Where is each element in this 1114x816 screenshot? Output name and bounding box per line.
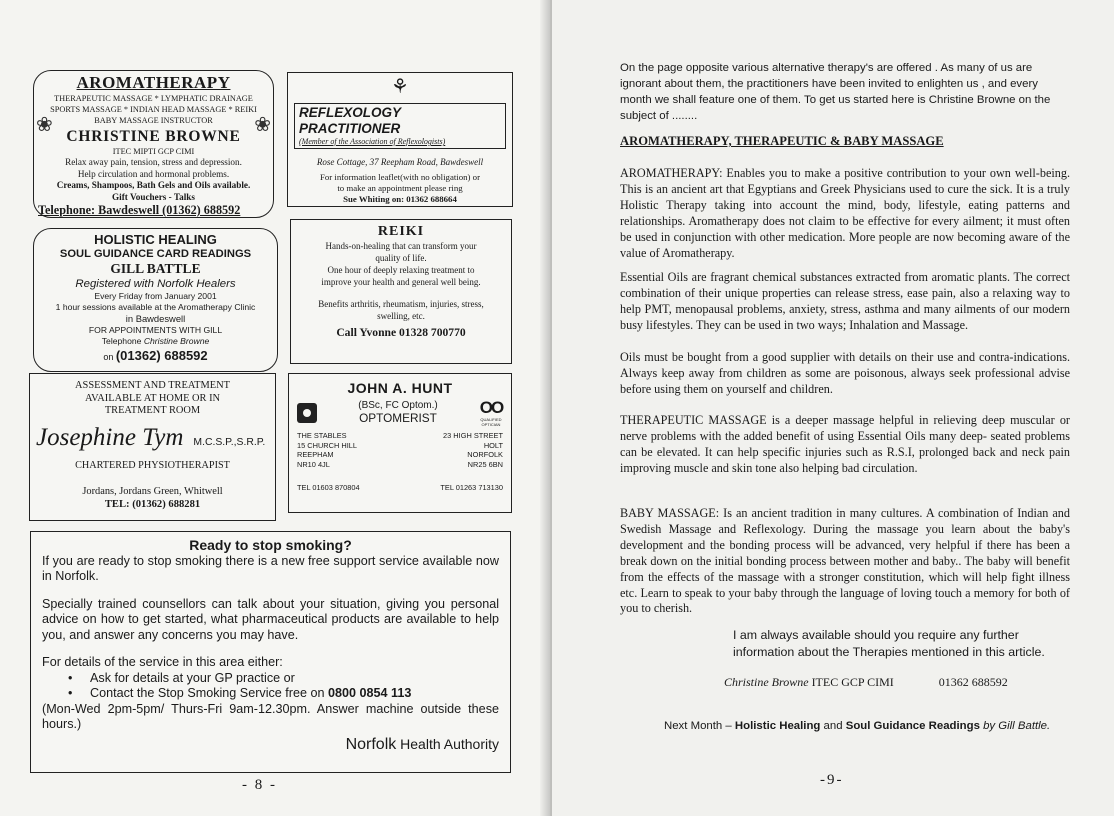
smoking-signature — [42, 737, 499, 753]
optometrist-addr-right: HOLT — [483, 440, 503, 450]
holistic-line-3: in Bawdeswell — [125, 313, 186, 324]
article-para-5: BABY MASSAGE: Is an ancient tradition in many cultures. A combination of Indian and Swedish Massage and Reflexology. During the massage you learn about the baby's development and the bonding process will be advanced, very helpful if there has been a break down on the initial bonding process between mother and baby.. The baby will benefit from the effects of the massage with a stronger constitution, which will help fight illness etc. Learn to speak to your baby through the language of loving touch a memory for both of you to cherish. — [620, 506, 1070, 616]
holistic-title: HOLISTIC HEALING — [94, 232, 217, 247]
aromatherapy-ad — [33, 70, 274, 218]
smoking-bullet-1 — [42, 671, 499, 687]
signature-quals: ITEC GCP CIMI — [808, 675, 894, 689]
aromatherapy-services-1: THERAPEUTIC MASSAGE * LYMPHATIC DRAINAGE — [54, 94, 253, 103]
reflexology-contact: Sue Whiting on: 01362 688664 — [343, 194, 457, 204]
smoking-title: Ready to stop smoking? — [189, 537, 352, 553]
optometrist-badge: QUALIFIED OPTICIAN — [480, 417, 502, 427]
physio-address: Jordans, Jordans Green, Whitwell — [82, 485, 223, 497]
physio-role: CHARTERED PHYSIOTHERAPIST — [75, 459, 230, 471]
smoking-bullet-2-phone: 0800 0854 113 — [328, 686, 412, 700]
smoking-bullet-2-text: Contact the Stop Smoking Service free on — [90, 686, 329, 700]
aromatherapy-title: AROMATHERAPY — [76, 73, 231, 92]
smoking-signature-rest: Health Authority — [396, 735, 499, 752]
flower-icon: ❀ — [36, 114, 53, 136]
reiki-line-6: swelling, etc. — [377, 311, 425, 321]
reiki-call: Call Yvonne 01328 700770 — [336, 326, 466, 339]
flower-icon: ❀ — [254, 114, 271, 136]
article-para-2: Essential Oils are fragrant chemical substances extracted from aromatic plants. The correct combination of their unique properties can release stress, ease pain, also a relaxing way to help PMT, menopausal problems, anxiety, stress, asthma and many ailments of our modern busy lifestyles. They can be used in two ways; Inhalation and Massage. — [620, 270, 1070, 332]
physio-line-1: ASSESSMENT AND TREATMENT — [75, 380, 230, 391]
physio-quals: M.C.S.P.,S.R.P. — [193, 436, 266, 448]
next-month-note — [664, 720, 1050, 732]
aromatherapy-services-3: BABY MASSAGE INSTRUCTOR — [94, 116, 213, 125]
holistic-line-2: 1 hour sessions available at the Aromatherapy Clinic — [55, 302, 256, 312]
aromatherapy-line-2: Help circulation and hormonal problems. — [77, 168, 230, 179]
reiki-line-2: quality of life. — [375, 253, 427, 263]
smoking-para-2: Specially trained counsellors can talk about your situation, giving you personal advice on how to get started, what pharmaceutical products are available to help you, and answer any concerns you may have. — [42, 596, 499, 642]
reflexology-banner — [294, 103, 506, 149]
smoking-signature-org: Norfolk — [345, 735, 397, 753]
reiki-ad — [290, 219, 512, 364]
foot-icon: ⚘ — [391, 76, 409, 98]
article-para-4: THERAPEUTIC MASSAGE is a deeper massage helpful in relieving deep muscular or nerve problems with the added benefit of using Essential Oils many deep- seated problems can be elevated. It can help specific injuries such as R.S.I, prolonged back and neck pain improving muscle and skin tone also helping bad circulation. — [620, 413, 1070, 475]
optometrist-tel-left: TEL 01603 870804 — [297, 483, 360, 492]
optometrist-addr-right: NR25 6BN — [467, 459, 503, 469]
aromatherapy-line-4: Gift Vouchers - Talks — [112, 191, 195, 202]
smoking-bullet-2 — [42, 686, 499, 702]
holistic-subtitle: SOUL GUIDANCE CARD READINGS — [59, 248, 252, 260]
holistic-registered: Registered with Norfolk Healers — [75, 278, 236, 290]
reiki-line-1: Hands-on-healing that can transform your — [325, 241, 477, 251]
aromatherapy-line-1: Relax away pain, tension, stress and depression. — [65, 157, 242, 167]
next-month-topic-2: Soul Guidance Readings — [845, 720, 980, 732]
optometrist-addr-right: 23 HIGH STREET — [443, 431, 503, 440]
optometrist-quals: (BSc, FC Optom.) — [358, 400, 438, 411]
optometrist-tel-right: TEL 01263 713130 — [440, 483, 503, 492]
article-closing — [733, 627, 1045, 661]
reflexology-ad — [287, 72, 513, 207]
reflexology-address: Rose Cottage, 37 Reepham Road, Bawdeswell — [316, 157, 484, 167]
optometrist-name: JOHN A. HUNT — [347, 380, 453, 396]
article-para-1: AROMATHERAPY: Enables you to make a positive contribution to your own well-being. This is an ancient art that Egyptians and Greek Physicians used to cure the sick. It is a truly Holistic Therapy taking into account the mind, body, lifestyle, eating patterns and relationships. Aromatherapy does not claim to be effective for every ailment; it must often be used in conjunction with other medication. More people are now becoming aware of the value of Aromatherapy. — [620, 166, 1070, 260]
article-closing-2: information about the Therapies mentioned in this article. — [733, 645, 1045, 659]
page-number-left: - 8 - — [242, 777, 277, 793]
optometrist-addr-left: THE STABLES — [297, 431, 347, 440]
smoking-para-1: If you are ready to stop smoking there is a new free support service available now in Norfolk. — [42, 553, 499, 583]
holistic-phone-prefix: on — [103, 352, 116, 362]
article-signature — [724, 675, 1008, 690]
physio-line-2: AVAILABLE AT HOME OR IN — [84, 392, 221, 404]
holistic-line-1: Every Friday from January 2001 — [94, 291, 217, 301]
article-heading: AROMATHERAPY, THERAPEUTIC & BABY MASSAGE — [620, 134, 944, 148]
optometrist-role: OPTOMERIST — [359, 411, 437, 425]
aromatherapy-line-3: Creams, Shampoos, Bath Gels and Oils available. — [56, 180, 251, 190]
optometrist-ad — [288, 373, 512, 513]
physio-line-3: TREATMENT ROOM — [104, 405, 201, 416]
aromatherapy-services-2: SPORTS MASSAGE * INDIAN HEAD MASSAGE * REIKI — [50, 105, 257, 114]
reflexology-title: REFLEXOLOGY PRACTITIONER — [299, 105, 401, 136]
holistic-telephone-name: Christine Browne — [143, 336, 210, 346]
physio-name: Josephine Tym — [36, 423, 184, 451]
smoking-bullet-1-text: Ask for details at your GP practice or — [90, 670, 295, 685]
glasses-icon: OO — [479, 398, 503, 417]
reiki-title: REIKI — [377, 224, 425, 239]
reiki-line-5: Benefits arthritis, rheumatism, injuries, stress, — [318, 299, 484, 309]
holistic-healing-ad — [33, 228, 278, 372]
holistic-telephone-prefix: Telephone — [101, 336, 144, 346]
holistic-name: GILL BATTLE — [110, 261, 201, 276]
page-number-right: -9- — [820, 772, 844, 788]
aromatherapy-quals: ITEC MIPTI GCP CIMI — [112, 147, 195, 156]
reiki-line-3: One hour of deeply relaxing treatment to — [327, 265, 475, 275]
smoking-para-3: For details of the service in this area either: — [42, 655, 283, 669]
physiotherapist-ad — [29, 373, 276, 521]
holistic-phone: (01362) 688592 — [115, 348, 208, 363]
article-closing-1: I am always available should you require any further — [733, 628, 1019, 642]
article-intro: On the page opposite various alternative therapy's are offered . As many of us are ignorant about them, the practitioners have been invited to enlighten us , and every month we shall feature one of them. To get us started here is Christine Browne on the subject of ........ — [620, 62, 1051, 122]
smoking-hours: (Mon-Wed 2pm-5pm/ Thurs-Fri 9am-12.30pm. Answer machine outside these hours.) — [42, 701, 499, 731]
next-month-topic: Holistic Healing — [734, 720, 821, 732]
article-para-3: Oils must be bought from a good supplier with details on their use and contra-indications. Always keep away from children as some are poisonous, always seek professional advise before using them on yourself and children. — [620, 350, 1070, 396]
signature-phone: 01362 688592 — [938, 675, 1008, 689]
next-month-and: and — [820, 720, 846, 732]
optometrist-addr-right: NORFOLK — [467, 450, 503, 459]
reflexology-membership: (Member of the Association of Reflexologists) — [299, 137, 446, 146]
next-month-prefix: Next Month – — [664, 720, 735, 732]
optometrist-addr-left: NR10 4JL — [297, 459, 330, 469]
physio-tel: TEL: (01362) 688281 — [104, 498, 201, 510]
eye-logo-icon — [297, 403, 317, 423]
aromatherapy-name: CHRISTINE BROWNE — [66, 128, 241, 145]
optometrist-addr-left: 15 CHURCH HILL — [297, 440, 357, 450]
reiki-line-4: improve your health and general well being. — [321, 277, 481, 287]
signature-name: Christine Browne — [724, 675, 809, 689]
stop-smoking-ad — [30, 531, 511, 773]
optometrist-addr-left: REEPHAM — [297, 450, 334, 459]
reflexology-info-2: to make an appointment please ring — [337, 183, 463, 193]
aromatherapy-telephone: Telephone: Bawdeswell (01362) 688592 — [38, 203, 241, 217]
next-month-author: by Gill Battle. — [979, 720, 1051, 732]
reflexology-info-1: For information leaflet(with no obligation) or — [319, 172, 481, 182]
holistic-line-4: FOR APPOINTMENTS WITH GILL — [88, 325, 223, 335]
